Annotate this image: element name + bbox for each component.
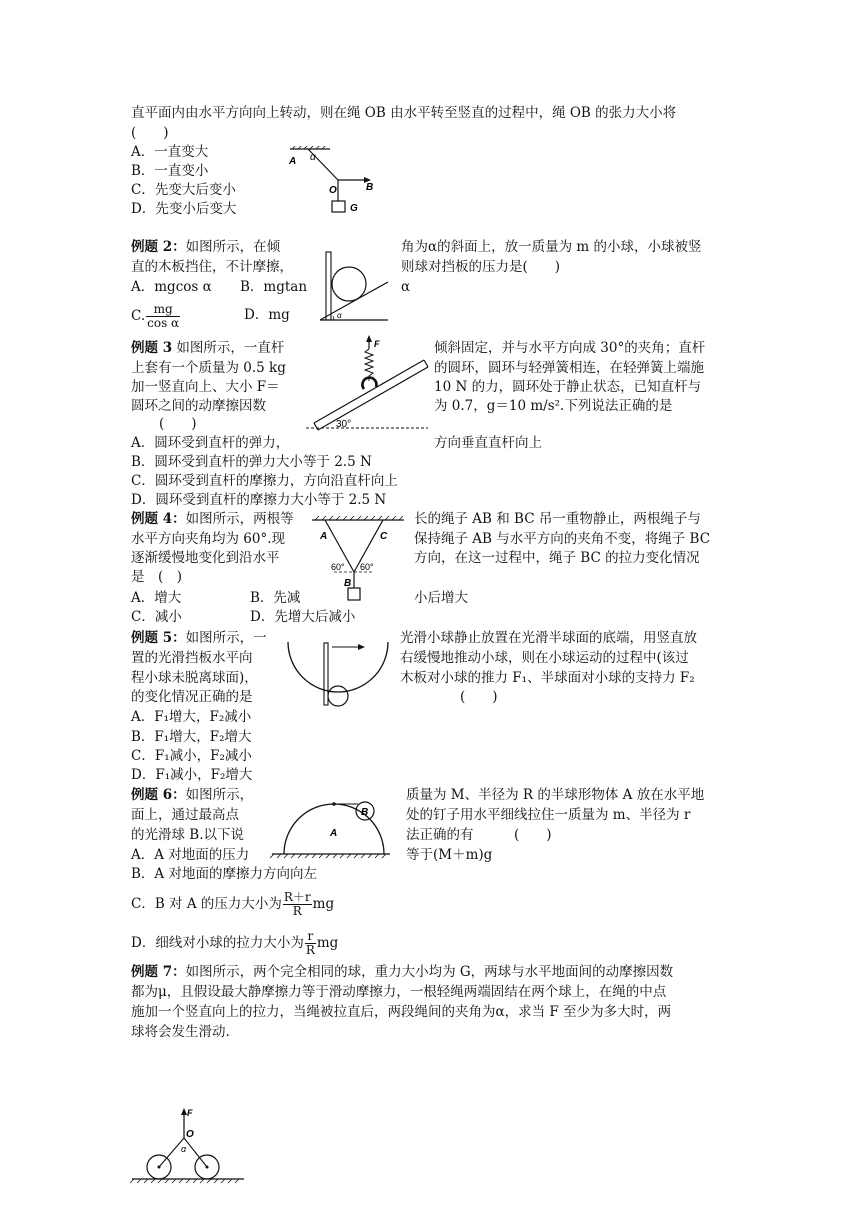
ex6-option-d-suffix: mg bbox=[316, 935, 339, 951]
ex2-text-left-1: 如图所示，在倾 bbox=[185, 239, 281, 255]
ex2-text-right-1: 角为α的斜面上，放一质量为 m 的小球，小球被竖 bbox=[401, 239, 702, 255]
ex4-ropes-figure bbox=[310, 515, 406, 605]
q1-option-d: D．先变小后变大 bbox=[131, 201, 237, 217]
ex4-label-a: A bbox=[320, 531, 328, 542]
ex3-option-a: A．圆环受到直杆的弹力， bbox=[131, 435, 290, 451]
ex3-text-left-4: 圆环之间的动摩擦因数 bbox=[131, 398, 266, 414]
ex6-hemisphere-figure bbox=[270, 790, 392, 862]
ex2-label-alpha: α bbox=[337, 311, 342, 320]
ex6-option-c-suffix: mg bbox=[312, 896, 335, 912]
q1-option-a: A．一直变大 bbox=[131, 144, 209, 160]
ex3-text-right-3: 10 N 的力，圆环处于静止状态，已知直杆与 bbox=[434, 379, 702, 395]
ex3-option-c: C．圆环受到直杆的摩擦力，方向沿直杆向上 bbox=[131, 473, 398, 489]
ex2-incline-figure bbox=[318, 244, 390, 324]
ex6-option-c-numerator: R＋r bbox=[283, 890, 311, 904]
ex6-label-b: B bbox=[361, 807, 369, 818]
ex7-label-o: O bbox=[186, 1129, 194, 1140]
ex4-option-c: C．减小 bbox=[131, 609, 182, 625]
ex5-answer-paren: ( ) bbox=[460, 689, 498, 705]
ex6-text-right-1: 质量为 M、半径为 R 的半球形物体 A 放在水平地 bbox=[406, 787, 705, 803]
ex3-option-d: D．圆环受到直杆的摩擦力大小等于 2.5 N bbox=[131, 492, 387, 508]
ex4-text-right-1: 长的绳子 AB 和 BC 吊一重物静止，两根绳子与 bbox=[414, 511, 701, 527]
q1-rope-figure bbox=[272, 146, 382, 216]
q1-label-alpha: α bbox=[310, 152, 316, 163]
ex3-text-left-2: 上套有一个质量为 0.5 kg bbox=[131, 360, 286, 376]
ex5-text-right-3: 木板对小球的推力 F₁、半球面对小球的支持力 F₂ bbox=[400, 670, 695, 686]
ex5-option-a: A．F₁增大，F₂减小 bbox=[131, 709, 252, 725]
ex2-text-left-2: 直的木板挡住，不计摩擦， bbox=[131, 259, 293, 275]
ex7-text-2: 都为μ，且假设最大静摩擦力等于滑动摩擦力，一根轻绳两端固结在两个球上，在绳的中点 bbox=[131, 984, 667, 1000]
ex7-text-3: 施加一个竖直向上的拉力，当绳被拉直后，两段绳间的夹角为α，求当 F 至少为多大时，两 bbox=[131, 1004, 672, 1020]
q1-label-o: O bbox=[329, 185, 337, 196]
ex6-option-c-prefix: C．B 对 A 的压力大小为 bbox=[131, 896, 282, 912]
ex6-text-left-1: 如图所示， bbox=[185, 787, 254, 803]
ex3-text-right-2: 的圆环，圆环与轻弹簧相连，在轻弹簧上端施 bbox=[434, 360, 704, 376]
ex4-label-c: C bbox=[380, 531, 388, 542]
ex6-option-d-prefix: D．细线对小球的拉力大小为 bbox=[131, 935, 304, 951]
ex5-text-left-2: 置的光滑挡板水平向 bbox=[131, 650, 253, 666]
ex3-text-right-4: 为 0.7，g＝10 m/s².下列说法正确的是 bbox=[434, 398, 673, 414]
ex4-option-a: A．增大 bbox=[131, 590, 182, 606]
ex6-option-a-cont: 等于(M＋m)g bbox=[406, 847, 493, 863]
ex2-option-c-numerator: mg bbox=[146, 303, 180, 317]
q1-option-b: B．一直变小 bbox=[131, 163, 209, 179]
ex6-option-d-fraction bbox=[305, 930, 316, 957]
q1-label-a: A bbox=[289, 156, 297, 167]
ex5-title: 例题 5： bbox=[131, 630, 186, 646]
ex6-option-c-denominator: R bbox=[292, 904, 302, 918]
ex7-title: 例题 7： bbox=[131, 964, 186, 980]
ex2-option-b: B．mgtan bbox=[240, 279, 308, 295]
ex5-option-d: D．F₁减小，F₂增大 bbox=[131, 767, 253, 783]
ex6-text-right-2: 处的钉子用水平细线拉住一质量为 m、半径为 r bbox=[406, 807, 691, 823]
ex5-text-left-1: 如图所示，一 bbox=[185, 630, 267, 646]
ex5-option-c: C．F₁减小，F₂减小 bbox=[131, 748, 252, 764]
ex6-option-c-fraction bbox=[283, 891, 312, 918]
ex7-two-balls-figure bbox=[128, 1106, 248, 1184]
ex3-text-right-1: 倾斜固定，并与水平方向成 30°的夹角；直杆 bbox=[434, 340, 706, 356]
ex2-text-right-2: 则球对挡板的压力是( ) bbox=[401, 259, 561, 275]
ex6-option-a: A．A 对地面的压力 bbox=[131, 847, 250, 863]
ex6-text-right-3: 法正确的有 ( ) bbox=[406, 827, 552, 843]
ex7-text-1: 如图所示，两个完全相同的球，重力大小均为 G，两球与水平地面间的动摩擦因数 bbox=[185, 964, 674, 980]
ex3-title: 例题 3 bbox=[131, 340, 173, 356]
ex7-text-4: 球将会发生滑动. bbox=[131, 1024, 230, 1040]
ex4-text-right-3: 方向，在这一过程中，绳子 BC 的拉力变化情况 bbox=[414, 550, 700, 566]
ex7-label-alpha: α bbox=[181, 1144, 187, 1154]
ex4-option-d: D．先增大后减小 bbox=[250, 609, 356, 625]
q1-stem-line: 直平面内由水平方向向上转动，则在绳 OB 由水平转至竖直的过程中，绳 OB 的张力大小将 bbox=[131, 105, 677, 121]
ex3-text-left-3: 加一竖直向上、大小 F＝ bbox=[131, 379, 280, 395]
ex6-option-d-denominator: R bbox=[305, 943, 315, 957]
ex4-label-angle-right: 60° bbox=[360, 562, 374, 572]
q1-option-c: C．先变大后变小 bbox=[131, 182, 236, 198]
ex6-text-left-3: 的光滑球 B.以下说 bbox=[131, 827, 245, 843]
ex5-text-left-3: 程小球未脱离球面)， bbox=[131, 670, 258, 686]
ex2-option-b-cont: α bbox=[401, 279, 411, 295]
ex4-text-left-3: 逐渐缓慢地变化到沿水平 bbox=[131, 550, 280, 566]
ex4-text-left-4: 是 ( ) bbox=[131, 569, 183, 585]
ex2-option-c-denominator: cos α bbox=[147, 316, 180, 330]
q1-label-b: B bbox=[366, 182, 374, 193]
ex5-hemisphere-figure bbox=[284, 632, 392, 728]
ex2-option-c-prefix: C. bbox=[131, 308, 146, 324]
ex4-label-angle-left: 60° bbox=[331, 562, 345, 572]
q1-label-g: G bbox=[350, 203, 358, 214]
ex4-label-b: B bbox=[344, 578, 352, 589]
ex2-option-c-fraction bbox=[146, 303, 180, 330]
ex2-option-a: A．mgcos α bbox=[131, 279, 212, 295]
ex4-option-b: B．先减 bbox=[250, 590, 301, 606]
ex6-option-b: B．A 对地面的摩擦力方向向左 bbox=[131, 866, 317, 882]
ex3-rod-figure bbox=[304, 335, 434, 433]
ex3-label-angle: 30° bbox=[336, 419, 352, 430]
ex6-title: 例题 6： bbox=[131, 787, 186, 803]
ex5-text-right-2: 右缓慢地推动小球，则在小球运动的过程中(该过 bbox=[400, 650, 689, 666]
ex4-title: 例题 4： bbox=[131, 511, 186, 527]
q1-answer-paren: ( ) bbox=[131, 125, 169, 141]
ex4-text-left-1: 如图所示，两根等 bbox=[185, 511, 294, 527]
ex3-option-b: B．圆环受到直杆的弹力大小等于 2.5 N bbox=[131, 454, 372, 470]
ex3-label-f: F bbox=[374, 339, 380, 349]
ex7-label-f: F bbox=[187, 1108, 193, 1118]
ex6-label-a: A bbox=[330, 828, 338, 839]
ex2-title: 例题 2： bbox=[131, 239, 186, 255]
ex5-text-right-1: 光滑小球静止放置在光滑半球面的底端，用竖直放 bbox=[400, 630, 697, 646]
ex3-text-left-1: 如图所示，一直杆 bbox=[176, 340, 285, 356]
ex4-text-left-2: 水平方向夹角均为 60°.现 bbox=[131, 531, 286, 547]
ex6-text-left-2: 面上，通过最高点 bbox=[131, 807, 239, 823]
ex3-option-a-cont: 方向垂直直杆向上 bbox=[434, 435, 542, 451]
ex5-option-b: B．F₁增大，F₂增大 bbox=[131, 729, 252, 745]
ex4-option-b-cont: 小后增大 bbox=[414, 590, 468, 606]
ex3-answer-paren: ( ) bbox=[159, 416, 197, 432]
ex6-option-d-numerator: r bbox=[305, 930, 316, 944]
ex4-text-right-2: 保持绳子 AB 与水平方向的夹角不变，将绳子 BC bbox=[414, 531, 711, 547]
ex2-option-d: D．mg bbox=[244, 307, 290, 323]
ex5-text-left-4: 的变化情况正确的是 bbox=[131, 689, 253, 705]
